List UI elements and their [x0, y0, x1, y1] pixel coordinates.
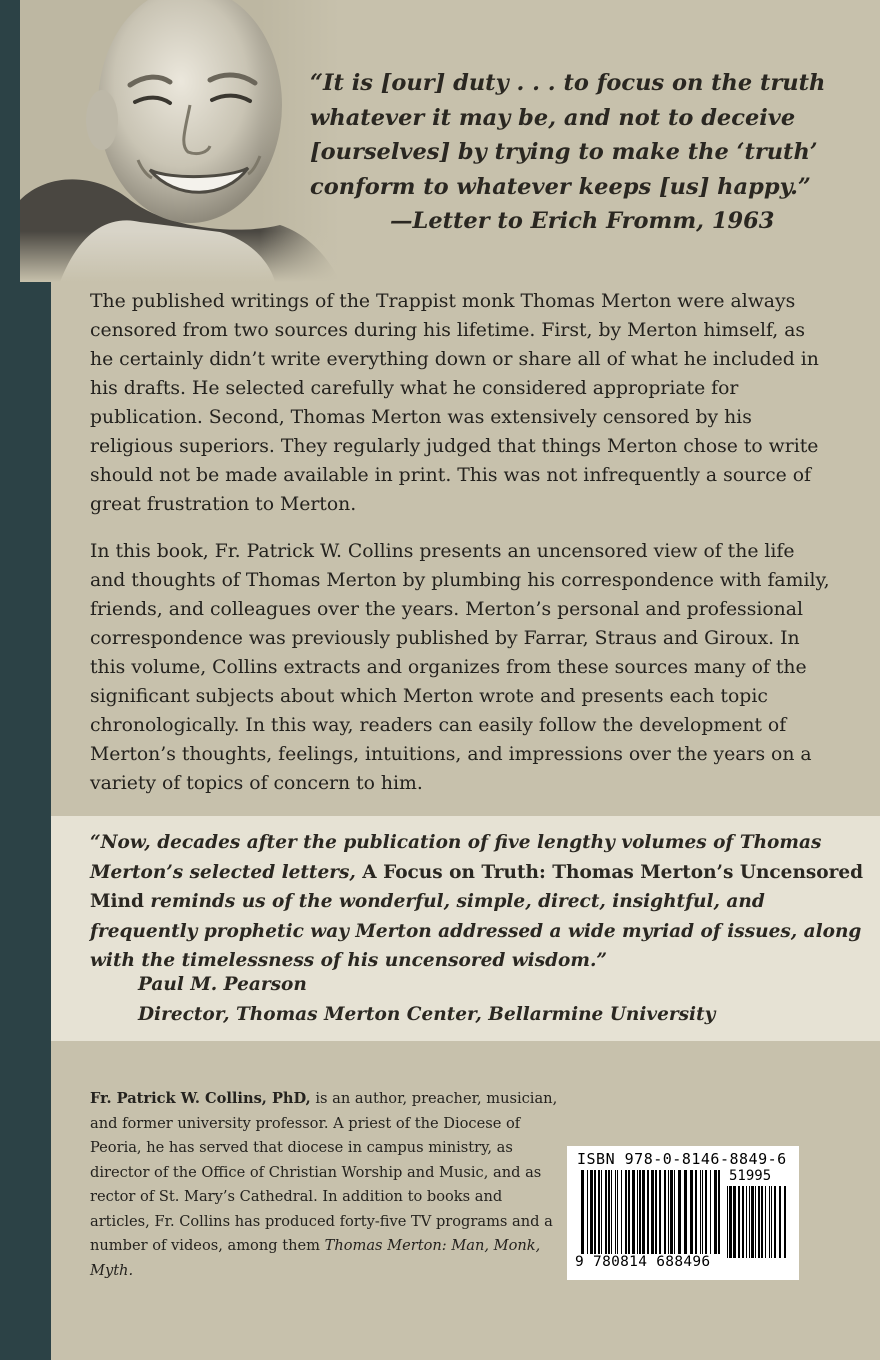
quote-line-2: whatever it may be, and not to deceive — [310, 104, 796, 131]
endorsement-author: Paul M. Pearson — [138, 974, 307, 995]
endorsement-book-title: A Focus on Truth: Thomas Merton’s Uncensored Mind — [90, 861, 864, 912]
author-bio — [90, 1087, 560, 1283]
ean-barcode-bars — [581, 1170, 721, 1256]
endorsement-band — [51, 816, 880, 1041]
description-paragraph-1: The published writings of the Trappist monk Thomas Merton were always censored from two sources during his lifetime. First, by Merton himself, as he certainly didn’t write everything down or share all of what he included in his drafts. He selected carefully what he considered appropriate for publication. Second, Thomas Merton was extensively censored by his religious superiors. They regularly judged that things Merton chose to write should not be made available in print. This was not infrequently a source of great frustration to Merton. — [90, 291, 819, 515]
description-paragraph-2: In this book, Fr. Patrick W. Collins presents an uncensored view of the life and thoughts of Thomas Merton by plumbing his correspondence with family, friends, and colleagues over the years. Merton’s personal and professional correspondence was previously published by Farrar, Straus and Giroux. In this volume, Collins extracts and organizes from these sources many of the significant subjects about which Merton wrote and presents each topic chronologically. In this way, readers can easily follow the development of Merton’s thoughts, feelings, intuitions, and impressions over the years on a variety of topics of concern to him. — [90, 541, 830, 794]
bio-author-name: Fr. Patrick W. Collins, PhD, — [90, 1090, 311, 1107]
quote-line-1: “It is [our] duty . . . to focus on the truth — [310, 70, 826, 96]
endorsement-text-before: “Now, decades after the publication of five lengthy volumes of Thomas Merton’s selected letters, — [90, 832, 822, 883]
endorsement-text-after: reminds us of the wonderful, simple, direct, insightful, and frequently prophetic way Merton addressed a wide myriad of issues, along with the timelessness of his uncensored wisdom.” — [90, 891, 862, 971]
ean-digits: 9 780814 688496 — [575, 1254, 711, 1270]
endorsement-author-block — [138, 970, 858, 1029]
price-barcode-bars — [727, 1186, 789, 1258]
quote-line-4: conform to whatever keeps [us] happy.” — [310, 173, 811, 200]
isbn-barcode — [567, 1146, 799, 1280]
author-photo — [20, 0, 340, 282]
isbn-number: ISBN 978-0-8146-8849-6 — [577, 1150, 787, 1168]
price-code: 51995 — [729, 1168, 772, 1184]
quote-attribution: —Letter to Erich Fromm, 1963 — [390, 208, 775, 234]
merton-quote — [310, 66, 870, 239]
book-description — [90, 287, 830, 816]
quote-line-3: [ourselves] by trying to make the ‘truth’ — [310, 139, 818, 165]
bio-video-title: Thomas Merton: Man, Monk, Myth. — [90, 1237, 541, 1279]
endorsement-author-title: Director, Thomas Merton Center, Bellarmine University — [138, 1003, 716, 1025]
bio-text: is an author, preacher, musician, and former university professor. A priest of the Diocese of Peoria, he has served that diocese in campus ministry, as director of the Office of Christian Worship and Music, and as rector of St. Mary’s Cathedral. In addition to books and articles, Fr. Collins has produced forty-five TV programs and a number of videos, among them — [90, 1090, 558, 1254]
endorsement-quote — [90, 828, 870, 976]
